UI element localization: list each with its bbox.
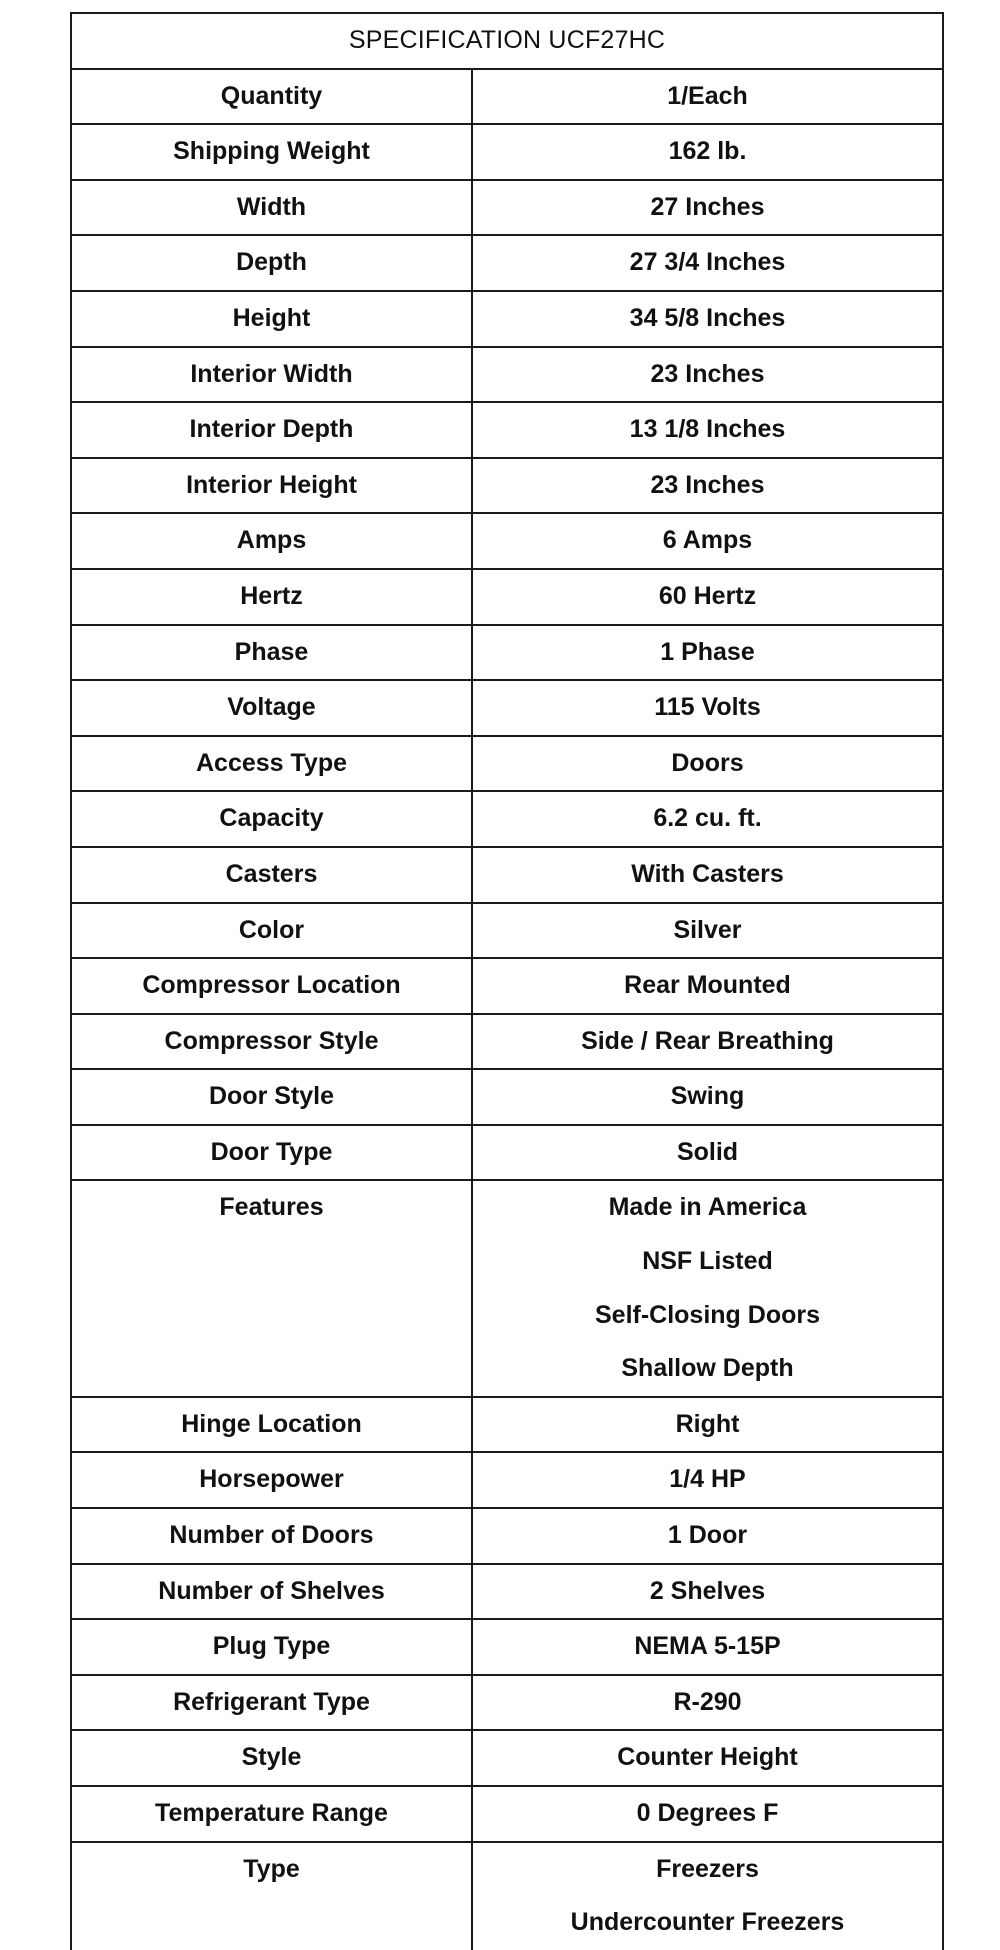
spec-value-cell [472,903,943,959]
spec-label: Style [71,1730,472,1786]
spec-label: Features [71,1180,472,1396]
spec-label: Capacity [71,791,472,847]
table-row [71,1786,943,1842]
table-row [71,1397,943,1453]
table-row [71,1730,943,1786]
table-row [71,1508,943,1564]
spec-value-cell [472,458,943,514]
spec-label: Interior Height [71,458,472,514]
spec-label: Shipping Weight [71,124,472,180]
spec-value: Self-Closing Doors [594,1300,820,1329]
spec-value-cell [472,1842,943,1950]
spec-value: 23 Inches [650,359,765,388]
spec-value-cell [472,791,943,847]
table-row [71,347,943,403]
table-row [71,1619,943,1675]
table-row [71,291,943,347]
table-row [71,736,943,792]
spec-value-cell [472,569,943,625]
spec-label: Plug Type [71,1619,472,1675]
spec-value: Made in America [608,1193,807,1222]
table-title: SPECIFICATION UCF27HC [71,13,943,69]
spec-value-cell [472,180,943,236]
spec-value: 13 1/8 Inches [629,415,786,444]
table-row [71,791,943,847]
spec-label: Access Type [71,736,472,792]
table-row [71,903,943,959]
spec-value: 1/4 HP [669,1465,746,1494]
spec-value-cell [472,1564,943,1620]
spec-label: Height [71,291,472,347]
spec-label: Color [71,903,472,959]
spec-value-cell [472,958,943,1014]
spec-label: Horsepower [71,1452,472,1508]
spec-label: Interior Depth [71,402,472,458]
spec-value: Silver [673,915,742,944]
spec-value: Counter Height [617,1743,798,1772]
spec-value: Freezers [656,1854,759,1883]
spec-value-cell [472,1508,943,1564]
spec-value: NSF Listed [642,1247,773,1276]
table-row [71,625,943,681]
table-row [71,1069,943,1125]
spec-value: 115 Volts [654,693,761,722]
table-row [71,847,943,903]
spec-value: Undercounter Freezers [570,1908,845,1937]
spec-label: Width [71,180,472,236]
table-row [71,569,943,625]
spec-label: Amps [71,513,472,569]
spec-value: R-290 [673,1687,742,1716]
table-row [71,1675,943,1731]
table-row [71,1125,943,1181]
spec-value-cell [472,1619,943,1675]
spec-label: Temperature Range [71,1786,472,1842]
table-header-row [71,13,943,69]
spec-value: Solid [676,1137,739,1166]
spec-label: Interior Width [71,347,472,403]
table-row [71,124,943,180]
spec-value: 6 Amps [662,526,753,555]
spec-value: 162 lb. [668,137,747,166]
spec-label: Quantity [71,69,472,125]
specification-table [70,12,944,1950]
spec-value: 1/Each [667,81,748,110]
spec-value: 6.2 cu. ft. [653,804,762,833]
spec-value-cell [472,1397,943,1453]
spec-value: Shallow Depth [621,1354,794,1383]
spec-value-cell [472,235,943,291]
spec-value: 0 Degrees F [636,1799,779,1827]
spec-value-cell [472,1730,943,1786]
spec-value: 1 Phase [660,637,755,666]
spec-value-cell [472,625,943,681]
spec-value: Right [675,1409,740,1438]
spec-value: Side / Rear Breathing [581,1026,834,1055]
table-row [71,1014,943,1070]
spec-label: Voltage [71,680,472,736]
table-row [71,180,943,236]
spec-label: Phase [71,625,472,681]
table-row [71,958,943,1014]
spec-label: Compressor Location [71,958,472,1014]
spec-value-cell [472,124,943,180]
spec-value: 34 5/8 Inches [629,303,786,332]
table-body [71,69,943,1950]
spec-label: Compressor Style [71,1014,472,1070]
table-row [71,402,943,458]
spec-value-cell [472,69,943,125]
spec-value-cell [472,402,943,458]
spec-value-cell [472,513,943,569]
spec-label: Hertz [71,569,472,625]
table-row [71,1180,943,1396]
spec-label: Refrigerant Type [71,1675,472,1731]
spec-label: Number of Doors [71,1508,472,1564]
spec-value-cell [472,1125,943,1181]
spec-value: 27 Inches [650,192,765,221]
spec-label: Depth [71,235,472,291]
spec-value-cell [472,1786,943,1842]
spec-value-cell [472,736,943,792]
spec-value: NEMA 5-15P [634,1632,781,1661]
spec-value-cell [472,1069,943,1125]
spec-value-cell [472,1675,943,1731]
table-row [71,235,943,291]
spec-value: 27 3/4 Inches [629,248,786,277]
spec-value: Swing [670,1082,745,1111]
spec-value-cell [472,680,943,736]
spec-value: 60 Hertz [658,581,757,610]
spec-value-cell [472,847,943,903]
spec-value-cell [472,1452,943,1508]
spec-value: Rear Mounted [624,971,791,1000]
table-row [71,513,943,569]
spec-label: Type [71,1842,472,1950]
table-row [71,458,943,514]
spec-label: Door Style [71,1069,472,1125]
table-row [71,680,943,736]
table-row [71,69,943,125]
table-row [71,1842,943,1950]
spec-value-cell [472,1014,943,1070]
spec-value: 23 Inches [650,470,765,499]
spec-value: 1 Door [667,1521,748,1550]
spec-label: Casters [71,847,472,903]
spec-value-cell [472,1180,943,1396]
spec-label: Door Type [71,1125,472,1181]
spec-label: Hinge Location [71,1397,472,1453]
spec-label: Number of Shelves [71,1564,472,1620]
spec-value: 2 Shelves [649,1576,766,1605]
spec-value: With Casters [631,859,784,888]
spec-value-cell [472,347,943,403]
spec-value: Doors [671,748,744,777]
table-row [71,1452,943,1508]
table-row [71,1564,943,1620]
spec-value-cell [472,291,943,347]
